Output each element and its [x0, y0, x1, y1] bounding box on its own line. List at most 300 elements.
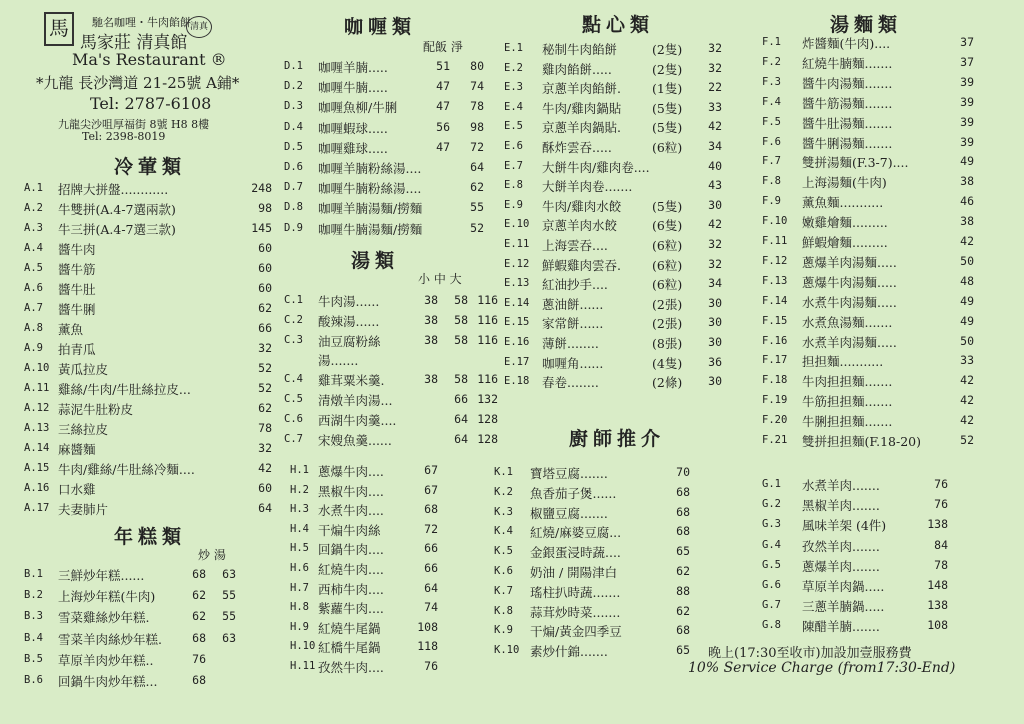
menu-item	[762, 193, 1002, 211]
item-name: 雞肉餡餅.....	[542, 61, 612, 77]
item-name: 招牌大拼盤............	[58, 182, 169, 197]
menu-item	[762, 54, 1002, 72]
item-price: 132	[477, 392, 498, 406]
item-price: 42	[708, 119, 722, 134]
item-code: H.1	[290, 464, 309, 476]
menu-item	[494, 543, 734, 561]
item-code: D.1	[284, 60, 303, 72]
item-name: 夫妻肺片	[58, 502, 109, 517]
menu-item	[504, 79, 744, 97]
item-name: 蔥爆牛肉....	[318, 464, 384, 479]
item-price: 42	[960, 413, 974, 428]
item-code: E.14	[504, 296, 530, 309]
menu-item	[762, 496, 1002, 514]
item-code: G.3	[762, 518, 781, 531]
phone-2: Tel: 2398-8019	[82, 130, 166, 143]
item-name: 咖喱角......	[542, 355, 604, 371]
item-code: A.3	[24, 222, 43, 234]
item-code: F.3	[762, 75, 781, 88]
item-price: 68	[424, 502, 438, 517]
item-price: 62	[676, 564, 690, 578]
item-price: 66	[258, 321, 272, 335]
menu-item	[494, 622, 734, 640]
item-quantity: (1隻)	[652, 81, 683, 97]
menu-item	[494, 603, 734, 621]
item-code: K.2	[494, 485, 513, 498]
item-price: 62	[676, 603, 690, 618]
menu-item	[284, 220, 524, 238]
item-price: 38	[424, 293, 438, 307]
menu-item	[24, 320, 272, 338]
menu-item	[494, 642, 734, 660]
menu-item	[24, 340, 272, 358]
menu-item	[24, 280, 272, 298]
item-code: E.13	[504, 277, 530, 290]
item-price: 68	[676, 623, 690, 638]
item-quantity: (2條)	[652, 375, 683, 391]
item-name: 雪菜羊肉絲炒年糕.	[58, 631, 162, 647]
item-name: 西湖牛肉羹....	[318, 412, 397, 428]
menu-item	[762, 34, 1002, 52]
item-price: 33	[960, 353, 974, 368]
menu-item	[290, 658, 530, 676]
item-price: 47	[436, 99, 450, 114]
item-name: 大餅牛肉/雞肉卷....	[542, 159, 650, 175]
item-name: 薰魚	[58, 322, 84, 337]
item-name: 薄餅........	[542, 336, 599, 351]
restaurant-name-cn: 馬家莊 清真館	[80, 33, 188, 53]
item-price: 38	[960, 214, 974, 229]
item-quantity: (2隻)	[652, 42, 683, 57]
item-code: F.4	[762, 95, 781, 108]
item-code: F.11	[762, 235, 788, 247]
section-title-cold: 冷葷類	[113, 156, 186, 178]
item-name: 嫩雞燴麵.........	[802, 215, 888, 231]
item-name: 麻醬麵	[58, 442, 96, 457]
item-code: C.7	[284, 432, 303, 445]
item-code: D.5	[284, 140, 303, 153]
item-code: E.5	[504, 120, 523, 133]
logo-icon: 馬	[44, 12, 74, 46]
item-price: 55	[222, 588, 236, 603]
menu-item	[24, 300, 272, 318]
item-price: 78	[470, 99, 484, 114]
item-price: 116	[477, 332, 498, 347]
menu-item	[762, 114, 1002, 132]
item-price: 76	[934, 497, 948, 512]
menu-item	[24, 440, 272, 458]
item-name: 雙拼湯麵(F.3-7)....	[802, 155, 909, 171]
item-name: 牛筋担担麵.......	[802, 394, 893, 410]
item-price: 60	[258, 481, 272, 495]
item-name: 咖喱蝦球.....	[318, 120, 388, 136]
item-price: 72	[470, 139, 484, 154]
item-name: 三鮮炒年糕......	[58, 568, 145, 583]
tagline: 馳名咖哩・牛肉餡餅	[92, 16, 191, 29]
item-name: 紅橋牛尾鍋	[318, 640, 381, 656]
item-code: C.4	[284, 373, 303, 386]
item-code: D.7	[284, 181, 303, 194]
item-price: 32	[708, 256, 722, 271]
menu-item	[762, 617, 1002, 635]
menu-item	[504, 373, 744, 391]
menu-item	[24, 460, 272, 478]
item-code: C.6	[284, 412, 303, 425]
menu-item	[504, 158, 744, 176]
item-name: 咖喱雞球.....	[318, 140, 388, 156]
item-name: 咖喱牛腩.....	[318, 80, 388, 96]
item-price: 34	[708, 139, 722, 153]
item-code: K.6	[494, 565, 513, 577]
item-price: 60	[258, 241, 272, 255]
item-quantity: (6粒)	[652, 257, 683, 273]
item-code: D.9	[284, 221, 303, 234]
item-price: 38	[424, 372, 438, 387]
item-price: 60	[258, 281, 272, 295]
menu-item	[762, 432, 1002, 450]
item-code: K.9	[494, 624, 513, 637]
item-code: F.17	[762, 354, 788, 367]
item-code: F.14	[762, 294, 788, 307]
menu-item	[284, 119, 524, 137]
menu-item	[762, 476, 1002, 494]
item-code: E.10	[504, 218, 530, 231]
address-2: 九龍尖沙咀厚福街 8號 H8 8樓	[58, 118, 210, 131]
item-price: 76	[192, 651, 206, 666]
item-price: 30	[708, 335, 722, 349]
item-code: E.7	[504, 159, 523, 172]
item-price: 38	[960, 174, 974, 189]
menu-item	[504, 197, 744, 215]
service-note-cn: 晚上(17:30至收市)加設加壹服務費	[708, 646, 912, 661]
menu-item	[24, 360, 272, 378]
item-name: 醬牛筋湯麵.......	[802, 95, 893, 111]
item-code: F.19	[762, 394, 788, 407]
menu-item	[24, 480, 272, 498]
item-code: F.20	[762, 414, 788, 427]
item-code: A.10	[24, 362, 50, 374]
item-code: G.7	[762, 599, 781, 612]
menu-item	[494, 484, 734, 502]
item-name: 牛肉/雞肉鍋貼	[542, 100, 622, 116]
item-price: 108	[927, 618, 948, 633]
item-price: 64	[454, 431, 468, 446]
item-code: G.1	[762, 478, 781, 490]
item-price: 68	[676, 504, 690, 519]
menu-item	[762, 577, 1002, 595]
item-price: 34	[708, 276, 722, 291]
section-title-chef: 廚師推介	[568, 428, 665, 450]
item-name: 清燉羊肉湯...	[318, 393, 393, 408]
item-price: 42	[960, 373, 974, 388]
item-price: 74	[424, 600, 438, 615]
menu-item	[762, 74, 1002, 92]
item-code: E.4	[504, 100, 523, 113]
item-name: 孜然牛肉....	[318, 660, 384, 675]
item-quantity: (5隻)	[652, 120, 683, 136]
item-price: 39	[960, 114, 974, 129]
item-code: H.3	[290, 503, 309, 516]
menu-item	[494, 523, 734, 541]
item-code: D.2	[284, 80, 303, 93]
item-name: 醬牛筋	[58, 262, 96, 277]
menu-item	[284, 351, 524, 369]
item-name: 西柿牛肉....	[318, 581, 384, 597]
item-price: 68	[676, 524, 690, 539]
menu-item	[24, 380, 272, 398]
menu-item	[24, 500, 272, 518]
item-name: 紅燒牛腩麵.......	[802, 55, 893, 71]
item-code: H.4	[290, 522, 309, 535]
menu-item	[284, 199, 524, 217]
menu-item	[284, 98, 524, 116]
item-code: A.9	[24, 342, 43, 354]
item-name: 水煮羊肉.......	[802, 478, 880, 493]
item-name: 牛肉湯......	[318, 294, 380, 309]
item-price: 47	[436, 139, 450, 154]
item-name: 醬牛脷	[58, 302, 96, 317]
item-name: 雪菜雞絲炒年糕.	[58, 610, 150, 626]
item-code: A.12	[24, 402, 50, 414]
item-name: 魚香茄子煲......	[530, 485, 617, 501]
item-code: A.8	[24, 322, 43, 334]
item-code: K.3	[494, 505, 513, 518]
item-price: 50	[960, 333, 974, 348]
item-code: F.18	[762, 374, 788, 387]
menu-item	[504, 256, 744, 274]
item-price: 72	[424, 521, 438, 536]
item-name: 金銀蛋浸時蔬....	[530, 545, 621, 561]
item-name: 醬牛肉	[58, 242, 96, 257]
menu-item	[284, 411, 524, 429]
item-code: A.6	[24, 282, 43, 294]
item-name: 陳醋羊腩.......	[802, 619, 880, 635]
menu-item	[504, 177, 744, 195]
ricecake-subheader: 炒 湯	[198, 548, 226, 562]
item-code: E.2	[504, 61, 523, 74]
item-code: E.15	[504, 316, 530, 329]
item-code: A.14	[24, 442, 50, 454]
item-price: 64	[424, 580, 438, 595]
item-code: C.1	[284, 294, 303, 306]
menu-item	[24, 651, 264, 669]
item-code: G.4	[762, 538, 781, 551]
item-name: 紅燒/麻婆豆腐...	[530, 525, 622, 541]
menu-item	[494, 583, 734, 601]
item-name: 酥炸雲吞.....	[542, 140, 612, 155]
item-name: 醬牛脷湯麵.......	[802, 135, 893, 151]
item-code: H.9	[290, 620, 309, 633]
item-price: 68	[192, 630, 206, 645]
item-code: B.5	[24, 652, 43, 665]
menu-item	[24, 180, 272, 198]
item-price: 58	[454, 372, 468, 387]
item-name: 草原羊肉炒年糕..	[58, 652, 154, 668]
item-price: 68	[192, 567, 206, 581]
item-price: 32	[258, 341, 272, 355]
item-price: 52	[960, 433, 974, 447]
item-code: A.13	[24, 422, 50, 434]
item-code: G.6	[762, 579, 781, 591]
item-name: 蔥爆牛肉湯麵.....	[802, 274, 897, 290]
item-code: G.5	[762, 558, 781, 571]
item-name: 雞茸粟米羹.	[318, 373, 385, 389]
item-code: A.2	[24, 202, 43, 214]
item-code: F.13	[762, 274, 788, 287]
item-name: 醬牛肚湯麵.......	[802, 115, 893, 131]
item-price: 43	[708, 178, 722, 193]
item-price: 78	[258, 421, 272, 435]
item-price: 22	[708, 80, 722, 95]
item-price: 98	[470, 119, 484, 134]
item-price: 98	[258, 201, 272, 215]
item-code: C.3	[284, 333, 303, 346]
item-code: E.17	[504, 355, 530, 368]
item-code: H.8	[290, 601, 309, 614]
item-name: 炸醬麵(牛肉)....	[802, 36, 891, 51]
menu-item	[24, 587, 264, 605]
item-name: 回鍋牛肉....	[318, 542, 384, 558]
item-name: 上海雲吞....	[542, 238, 608, 253]
item-price: 38	[424, 312, 438, 327]
curry-subheader: 配飯 淨	[423, 40, 463, 54]
item-code: H.11	[290, 660, 316, 672]
menu-item	[762, 412, 1002, 430]
item-name: 家常餅......	[542, 316, 604, 332]
item-price: 30	[708, 295, 722, 310]
item-price: 49	[960, 154, 974, 169]
item-name: 水煮牛肉湯麵.....	[802, 294, 897, 310]
item-price: 66	[424, 541, 438, 556]
item-name: 京蔥羊肉水餃	[542, 218, 618, 234]
item-name: 牛肉担担麵.......	[802, 374, 893, 390]
item-code: K.8	[494, 604, 513, 617]
item-quantity: (2張)	[652, 316, 683, 332]
item-quantity: (6隻)	[652, 218, 683, 234]
item-price: 145	[251, 221, 272, 235]
item-name: 醬牛肚	[58, 282, 96, 297]
item-code: E.1	[504, 42, 523, 54]
item-code: A.7	[24, 302, 43, 314]
menu-item	[24, 672, 264, 690]
item-price: 37	[960, 54, 974, 69]
item-code: F.2	[762, 55, 781, 68]
item-price: 55	[470, 200, 484, 215]
item-quantity: (2張)	[652, 296, 683, 312]
menu-item	[504, 138, 744, 156]
item-price: 80	[470, 59, 484, 73]
item-name: 牛雙拼(A.4-7選兩款)	[58, 202, 176, 217]
menu-item	[762, 537, 1002, 555]
section-title-noodle: 湯麵類	[829, 14, 902, 36]
item-name: 春卷........	[542, 375, 599, 391]
section-title-dimsum: 點心類	[581, 14, 654, 36]
menu-item	[24, 630, 264, 648]
menu-item	[284, 159, 524, 177]
menu-item	[762, 557, 1002, 575]
item-price: 62	[258, 401, 272, 415]
item-code: F.21	[762, 434, 788, 446]
item-quantity: (2隻)	[652, 61, 683, 77]
item-price: 33	[708, 99, 722, 114]
menu-item	[504, 295, 744, 313]
item-price: 138	[927, 598, 948, 613]
menu-item	[762, 352, 1002, 370]
menu-item	[504, 40, 744, 58]
item-name: 咖喱魚柳/牛脷	[318, 100, 398, 116]
item-price: 63	[222, 630, 236, 645]
menu-item	[284, 139, 524, 157]
item-code: G.8	[762, 619, 781, 632]
menu-item	[284, 78, 524, 96]
menu-item	[762, 134, 1002, 152]
item-quantity: (6粒)	[652, 140, 683, 155]
item-price: 55	[222, 609, 236, 624]
item-code: F.6	[762, 135, 781, 148]
item-code: F.1	[762, 36, 781, 48]
item-price: 49	[960, 313, 974, 328]
item-code: E.12	[504, 257, 530, 270]
halal-icon: 清真	[186, 16, 212, 38]
item-price: 51	[436, 59, 450, 73]
item-name: 瑤柱扒時蔬.......	[530, 584, 621, 600]
menu-item	[762, 173, 1002, 191]
item-price: 48	[960, 273, 974, 288]
address: *九龍 長沙灣道 21-25號 A鋪*	[36, 74, 240, 92]
item-code: G.2	[762, 498, 781, 511]
item-price: 248	[251, 181, 272, 195]
item-quantity: (5隻)	[652, 100, 683, 116]
item-code: A.5	[24, 262, 43, 274]
item-price: 30	[708, 374, 722, 389]
item-name: 咖喱羊腩湯麵/撈麵	[318, 201, 423, 217]
menu-item	[504, 99, 744, 117]
item-code: B.3	[24, 610, 43, 623]
menu-item	[504, 314, 744, 332]
menu-item	[504, 216, 744, 234]
item-price: 66	[424, 561, 438, 575]
item-name: 醬牛肉湯麵.......	[802, 75, 893, 91]
menu-item	[284, 179, 524, 197]
item-price: 62	[470, 180, 484, 195]
menu-item	[504, 60, 744, 78]
item-code: K.7	[494, 584, 513, 597]
item-price: 138	[927, 517, 948, 532]
item-name: 担担麵...........	[802, 354, 884, 370]
menu-item	[762, 153, 1002, 171]
item-name: 鮮蝦雞肉雲吞.	[542, 257, 621, 273]
item-price: 50	[960, 253, 974, 268]
item-name: 咖喱羊腩.....	[318, 60, 388, 75]
item-price: 42	[960, 393, 974, 408]
menu-item	[24, 608, 264, 626]
item-price: 60	[258, 261, 272, 275]
item-name: 椒鹽豆腐.......	[530, 505, 608, 521]
item-quantity: (8張)	[652, 336, 683, 351]
item-code: H.10	[290, 640, 316, 653]
item-name: 牛脷担担麵.......	[802, 414, 893, 430]
item-price: 118	[417, 639, 438, 654]
item-name: 口水雞	[58, 482, 96, 497]
item-code: F.15	[762, 314, 788, 327]
item-price: 74	[470, 79, 484, 94]
menu-item	[284, 332, 524, 350]
item-price: 39	[960, 134, 974, 149]
item-price: 49	[960, 293, 974, 308]
item-price: 30	[708, 197, 722, 212]
item-price: 64	[258, 501, 272, 515]
item-price: 42	[258, 461, 272, 475]
